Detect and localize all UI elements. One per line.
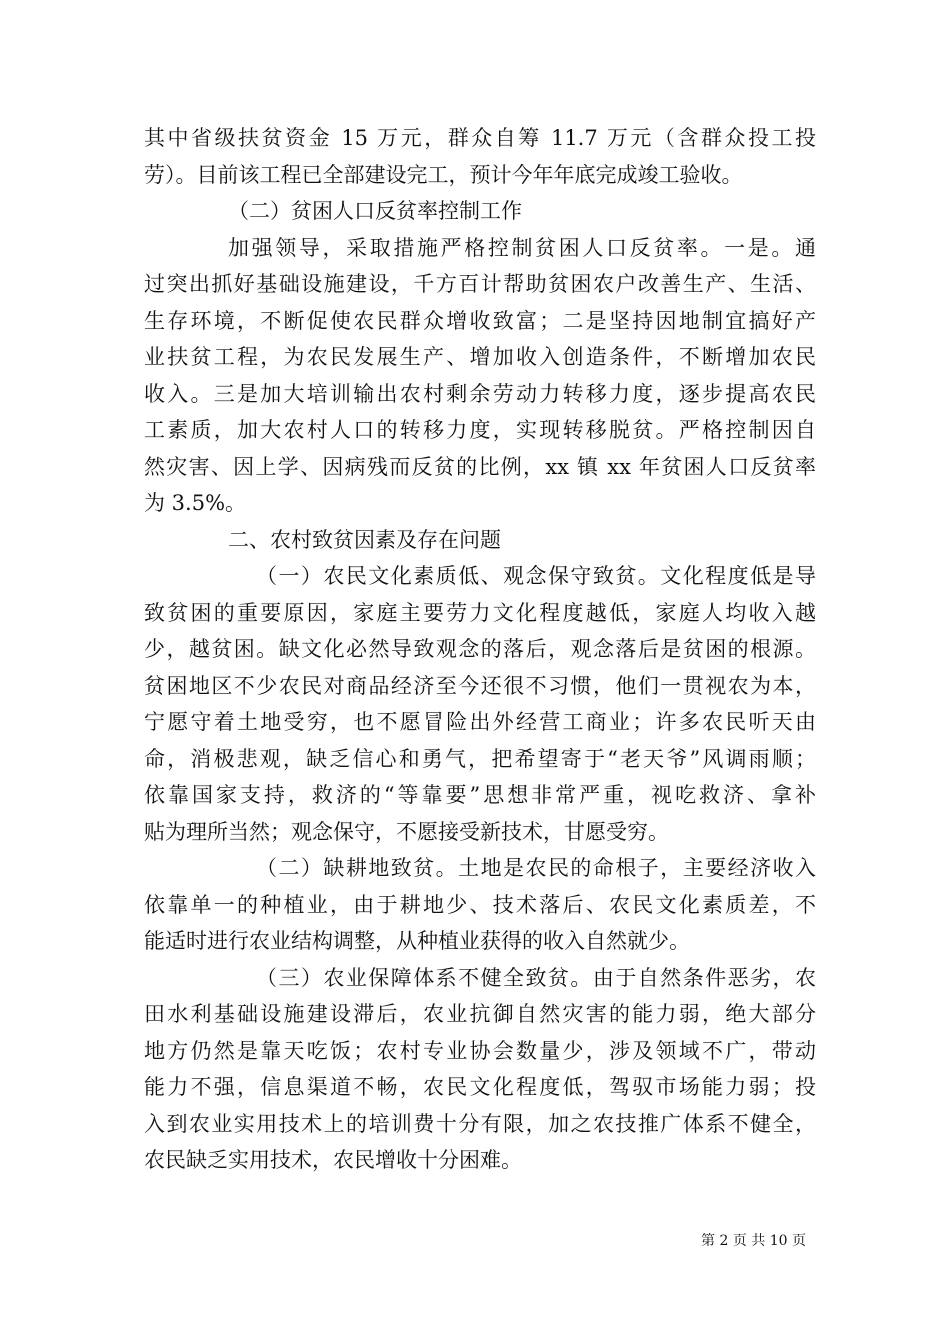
text-line: 为 3.5%。 — [144, 491, 247, 515]
text-line: 依靠国家支持，救济的“等靠要”思想非常严重，视吃救济、拿补 — [144, 783, 816, 807]
text-line: 少，越贫困。缺文化必然导致观念的落后，观念落后是贫困的根源。 — [144, 637, 816, 661]
text-line: （二）缺耕地致贫。土地是农民的命根子，主要经济收入 — [256, 856, 816, 880]
text-line: 生存环境，不断促使农民群众增收致富；二是坚持因地制宜搞好产 — [144, 308, 816, 333]
text-line: 劳）。目前该工程已全部建设完工，预计今年年底完成竣工验收。 — [144, 162, 743, 187]
text-line: 加强领导，采取措施严格控制贫困人口反贫率。一是。通 — [228, 235, 816, 260]
text-line: （一）农民文化素质低、观念保守致贫。文化程度低是导 — [256, 564, 816, 588]
text-line: 过突出抓好基础设施建设，千方百计帮助贫困农户改善生产、生活、 — [144, 272, 816, 296]
text-line: 田水利基础设施建设滞后，农业抗御自然灾害的能力弱，绝大部分 — [144, 1002, 816, 1026]
section-heading: （二）贫困人口反贫率控制工作 — [228, 199, 522, 223]
text-line: 命，消极悲观，缺乏信心和勇气，把希望寄于“老天爷”风调雨顺； — [144, 746, 816, 771]
text-line: 致贫困的重要原因，家庭主要劳力文化程度越低，家庭人均收入越 — [144, 600, 816, 625]
text-line: 入到农业实用技术上的培训费十分有限，加之农技推广体系不健全， — [144, 1111, 816, 1136]
text-line: 依靠单一的种植业，由于耕地少、技术落后、农民文化素质差，不 — [144, 892, 816, 917]
text-line: 其中省级扶贫资金 15 万元，群众自筹 11.7 万元（含群众投工投 — [144, 126, 816, 150]
text-line: 业扶贫工程，为农民发展生产、增加收入创造条件，不断增加农民 — [144, 345, 816, 369]
text-line: 收入。三是加大培训输出农村剩余劳动力转移力度，逐步提高农民 — [144, 381, 816, 406]
body-text — [144, 120, 816, 1179]
text-line: 能力不强，信息渠道不畅，农民文化程度低，驾驭市场能力弱；投 — [144, 1075, 816, 1099]
text-line: 农民缺乏实用技术，农民增收十分困难。 — [144, 1148, 522, 1172]
section-heading: 二、农村致贫因素及存在问题 — [228, 527, 501, 552]
text-line: 工素质，加大农村人口的转移力度，实现转移脱贫。严格控制因自 — [144, 418, 816, 442]
text-line: 贴为理所当然；观念保守，不愿接受新技术，甘愿受穷。 — [144, 819, 669, 844]
text-line: 能适时进行农业结构调整，从种植业获得的收入自然就少。 — [144, 929, 690, 953]
text-line: 贫困地区不少农民对商品经济至今还很不习惯，他们一贯视农为本， — [144, 673, 816, 698]
text-line: 地方仍然是靠天吃饭；农村专业协会数量少，涉及领域不广，带动 — [144, 1038, 816, 1063]
page-number: 第 2 页 共 10 页 — [701, 1233, 806, 1249]
text-line: （三）农业保障体系不健全致贫。由于自然条件恶劣，农 — [256, 965, 816, 990]
text-line: 宁愿守着土地受穷，也不愿冒险出外经营工商业；许多农民听天由 — [144, 710, 816, 734]
text-line: 然灾害、因上学、因病残而反贫的比例，xx 镇 xx 年贫困人口反贫率 — [144, 454, 816, 479]
